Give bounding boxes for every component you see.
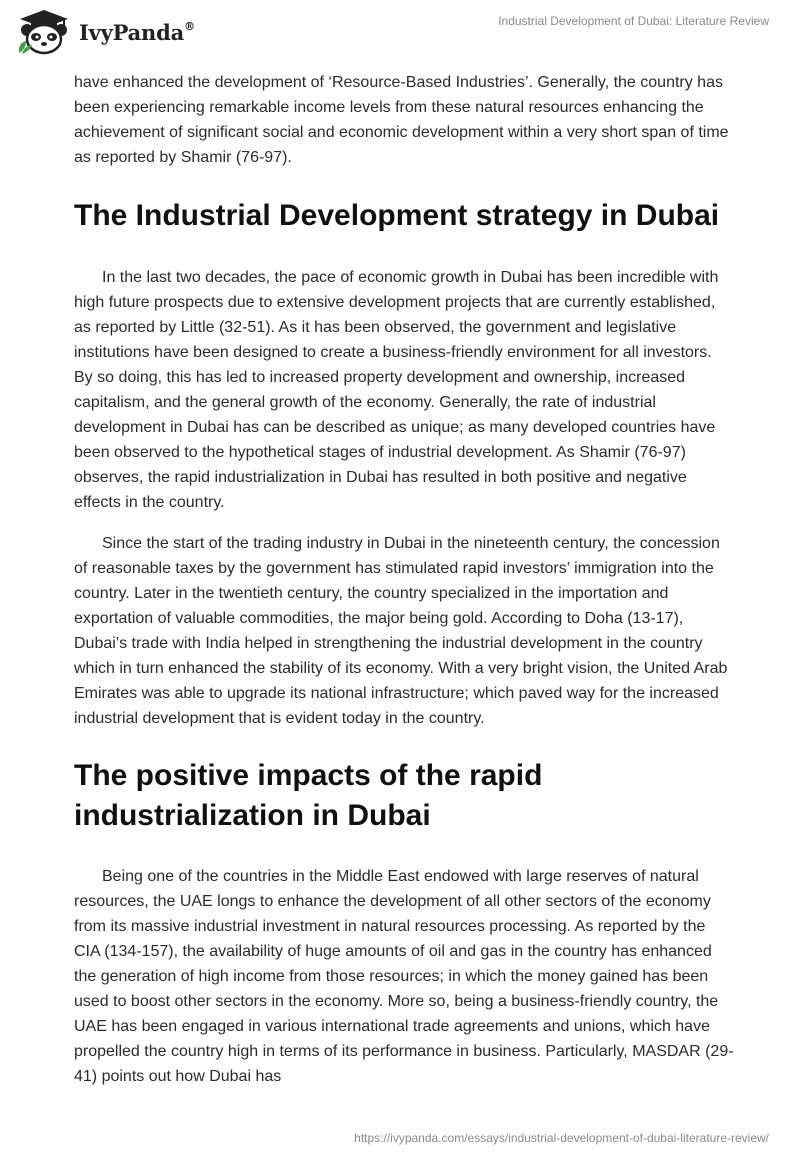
- article-body: [74, 70, 734, 1089]
- panda-graduate-icon: [16, 9, 72, 55]
- paragraph: Being one of the countries in the Middle East endowed with large reserves of natural resources, the UAE longs to enhance the development of all other sectors of the economy from its massive industrial investment in natural resources processing. As reported by the CIA (134-157), the availability of huge amounts of oil and gas in the country has enhanced the generation of high income from those resources; in which the money gained has been used to boost other sectors in the economy. More so, being a business-friendly country, the UAE has been engaged in various international trade agreements and unions, which have propelled the country high in terms of its performance in business. Particularly, MASDAR (29-41) points out how Dubai has: [74, 868, 734, 1085]
- paragraph: Since the start of the trading industry in Dubai in the nineteenth century, the concession of reasonable taxes by the government has stimulated rapid investors’ immigration into the country. Later in the twentieth century, the country specialized in the importation and exportation of valuable commodities, the major being gold. According to Doha (13-17), Dubai’s trade with India helped in strengthening the industrial development in the country which in turn enhanced the stability of its economy. With a very bright vision, the United Arab Emirates was able to upgrade its national infrastructure; which paved way for the increased industrial development that is evident today in the country.: [74, 535, 728, 727]
- intro-paragraph: have enhanced the development of ‘Resource-Based Industries’. Generally, the country has been experiencing remarkable income levels from these natural resources enhancing the achievement of significant social and economic development within a very short span of time as reported by Shamir (76-97).: [74, 74, 729, 166]
- section-heading-industrial-strategy: The Industrial Development strategy in Dubai: [74, 199, 720, 232]
- registered-mark: ®: [184, 20, 195, 33]
- ivypanda-logo[interactable]: [16, 9, 195, 55]
- logo-name: IvyPanda: [79, 20, 185, 45]
- source-url[interactable]: https://ivypanda.com/essays/industrial-development-of-dubai-literature-review/: [354, 1131, 769, 1145]
- section-heading-positive-impacts: The positive impacts of the rapid industrialization in Dubai: [74, 759, 543, 832]
- paragraph: In the last two decades, the pace of economic growth in Dubai has been incredible with high future prospects due to extensive development projects that are currently established, as reported by Little (32-51). As it has been observed, the government and legislative institutions have been designed to create a business-friendly environment for all investors. By so doing, this has led to increased property development and ownership, increased capitalism, and the general growth of the economy. Generally, the rate of industrial development in Dubai has can be described as unique; as many developed countries have been observed to the hypothetical stages of industrial development. As Shamir (76-97) observes, the rapid industrialization in Dubai has resulted in both positive and negative effects in the country.: [74, 269, 719, 511]
- document-title: Industrial Development of Dubai: Literature Review: [498, 14, 769, 28]
- page-header: [0, 0, 800, 60]
- logo-wordmark: [79, 20, 195, 45]
